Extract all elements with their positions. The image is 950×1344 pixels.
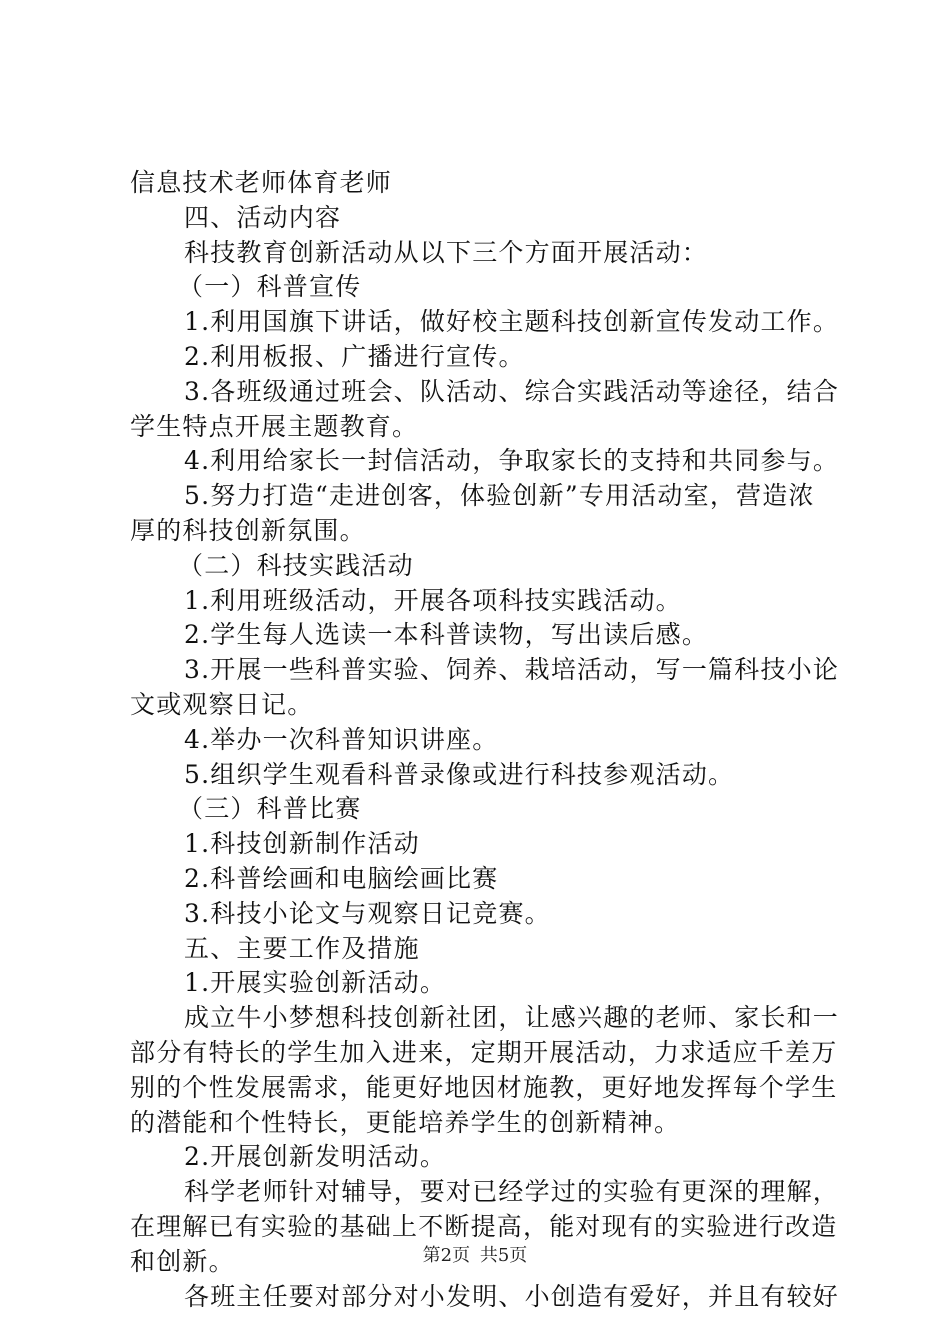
text-line: 信息技术老师体育老师 <box>130 168 393 197</box>
text-line: 1.利用国旗下讲话，做好校主题科技创新宣传发动工作。 <box>184 307 840 337</box>
text-line: 五、主要工作及措施 <box>184 933 420 963</box>
page-number: 第2页 <box>422 1245 471 1266</box>
text-line: 3.各班级通过班会、队活动、综合实践活动等途径，结合 <box>184 376 840 406</box>
text-line: （三）科普比赛 <box>178 794 362 824</box>
text-line: 文或观察日记。 <box>130 689 314 719</box>
text-line: 1.利用班级活动，开展各项科技实践活动。 <box>184 585 682 615</box>
text-line: 各班主任要对部分对小发明、小创造有爱好，并且有较好 <box>184 1281 840 1311</box>
text-line: 四、活动内容 <box>184 202 342 232</box>
page-total: 共5页 <box>479 1245 528 1266</box>
text-line: 4.利用给家长一封信活动，争取家长的支持和共同参与。 <box>184 446 840 476</box>
text-line: 科技教育创新活动从以下三个方面开展活动： <box>184 237 709 267</box>
text-line: 厚的科技创新氛围。 <box>130 515 366 545</box>
text-line: 3.开展一些科普实验、饲养、栽培活动，写一篇科技小论 <box>184 655 840 685</box>
text-line: 的潜能和个性特长，更能培养学生的创新精神。 <box>130 1107 681 1137</box>
text-line: 1.开展实验创新活动。 <box>184 968 447 998</box>
text-line: 科学老师针对辅导，要对已经学过的实验有更深的理解， <box>184 1177 840 1207</box>
text-line: （一）科普宣传 <box>178 272 362 302</box>
text-line: 和创新。 <box>130 1246 235 1276</box>
text-line: 部分有特长的学生加入进来，定期开展活动，力求适应千差万 <box>130 1037 838 1067</box>
text-line: 1.科技创新制作活动 <box>184 829 420 859</box>
text-line: 4.举办一次科普知识讲座。 <box>184 724 499 754</box>
text-line: 在理解已有实验的基础上不断提高，能对现有的实验进行改造 <box>130 1211 838 1241</box>
text-line: 学生特点开展主题教育。 <box>130 411 419 441</box>
text-line: 3.科技小论文与观察日记竞赛。 <box>184 898 551 928</box>
text-line: 2.利用板报、广播进行宣传。 <box>184 341 525 371</box>
document-body <box>130 166 840 1314</box>
text-line: 2.科普绘画和电脑绘画比赛 <box>184 863 499 893</box>
text-line: 别的个性发展需求，能更好地因材施教，更好地发挥每个学生 <box>130 1072 838 1102</box>
text-line: 5.组织学生观看科普录像或进行科技参观活动。 <box>184 759 735 789</box>
text-line: 5.努力打造“走进创客，体验创新”专用活动室，营造浓 <box>184 481 815 511</box>
page-footer <box>0 1244 950 1268</box>
text-line: 2.开展创新发明活动。 <box>184 1142 447 1172</box>
text-line: 成立牛小梦想科技创新社团，让感兴趣的老师、家长和一 <box>184 1003 840 1033</box>
text-line: （二）科技实践活动 <box>178 550 414 580</box>
text-line: 2.学生每人选读一本科普读物，写出读后感。 <box>184 620 709 650</box>
